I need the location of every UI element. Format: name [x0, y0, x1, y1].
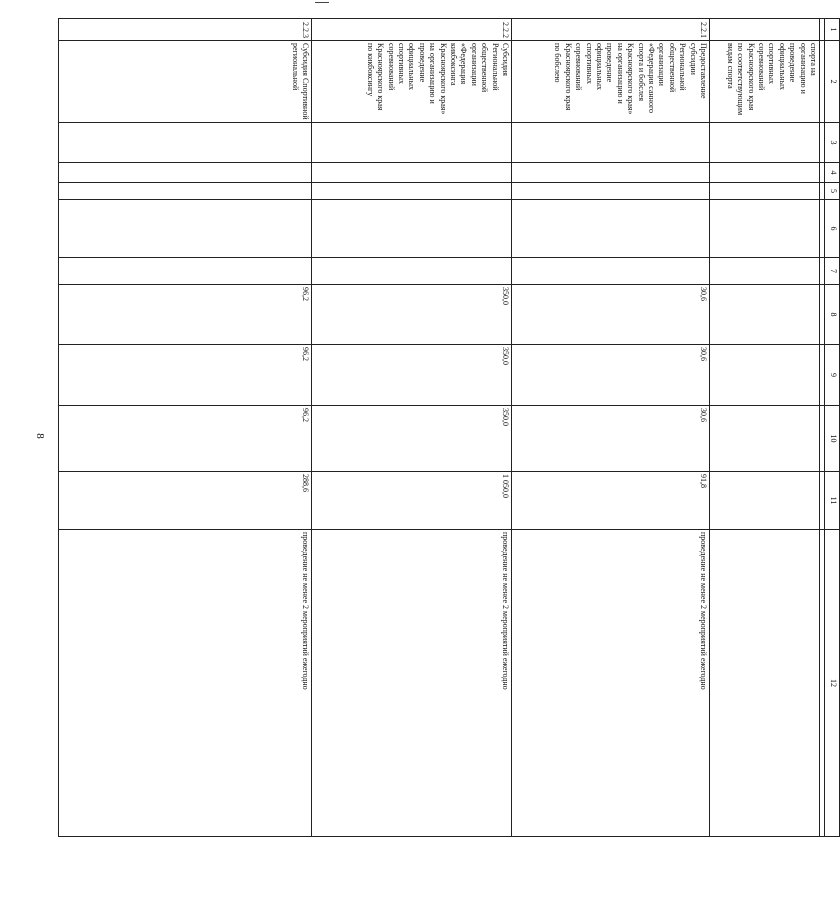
header-cell: 8: [825, 285, 840, 345]
table-cell: [59, 258, 312, 285]
table-cell: [512, 258, 710, 285]
table-cell: проведение не менее 2 мероприятий ежегодно: [312, 530, 512, 837]
table-cell: [710, 345, 820, 406]
table-cell: 30,6: [512, 345, 710, 406]
table-cell: 96,2: [59, 345, 312, 406]
header-cell: 12: [825, 530, 840, 837]
table-cell: 350,0: [312, 285, 512, 345]
table-cell: [512, 183, 710, 200]
table-cell: [710, 163, 820, 183]
table-cell: [312, 163, 512, 183]
row-number: 2.2.1: [512, 19, 710, 41]
table-cell: [512, 123, 710, 163]
row-number: 2.2.2: [312, 19, 512, 41]
table-cell: [312, 200, 512, 258]
table-cell: 96,2: [59, 285, 312, 345]
table-cell: [59, 123, 312, 163]
table-cell: [710, 200, 820, 258]
table-cell: [312, 258, 512, 285]
gap-row: [820, 19, 825, 837]
table-cell: 96,2: [59, 406, 312, 472]
table-cell: [59, 183, 312, 200]
table-cell: [512, 163, 710, 183]
table-cell: [312, 183, 512, 200]
table-cell: [312, 123, 512, 163]
table-cell: 350,0: [312, 345, 512, 406]
header-cell: 9: [825, 345, 840, 406]
row-name: спорта на организацию и проведение официальных спортивных соревнований Красноярского края по соответствующим видам спорта: [710, 41, 820, 123]
table-row: [512, 19, 710, 837]
row-name: Субсидия Спортивной региональной: [59, 41, 312, 123]
rotated-table-wrapper: [58, 18, 840, 836]
table-cell: 350,0: [312, 406, 512, 472]
header-cell: 5: [825, 183, 840, 200]
table-cell: 288,6: [59, 472, 312, 530]
header-cell: 11: [825, 472, 840, 530]
table-cell: [710, 472, 820, 530]
row-number: [710, 19, 820, 41]
header-cell: 4: [825, 163, 840, 183]
header-row: [825, 19, 840, 837]
table-cell: [710, 183, 820, 200]
table-cell: проведение не менее 2 мероприятий ежегодно: [59, 530, 312, 837]
header-cell: 6: [825, 200, 840, 258]
table-cell: 91,8: [512, 472, 710, 530]
table-row: [59, 19, 312, 837]
table-cell: 30,6: [512, 406, 710, 472]
header-cell: 2: [825, 41, 840, 123]
table-cell: [710, 285, 820, 345]
table-cell: 1 050,0: [312, 472, 512, 530]
page-number: 8: [34, 433, 46, 439]
header-mark: [315, 2, 329, 3]
header-cell: 3: [825, 123, 840, 163]
table-row: [710, 19, 820, 837]
row-number: 2.2.3: [59, 19, 312, 41]
header-cell: 7: [825, 258, 840, 285]
table-cell: [710, 530, 820, 837]
header-cell: 1: [825, 19, 840, 41]
table-cell: проведение не менее 2 мероприятий ежегодно: [512, 530, 710, 837]
table-cell: [710, 406, 820, 472]
table-cell: [512, 200, 710, 258]
row-name: Субсидия Региональной общественной организации «Федерация кикбоксинга Красноярского края» на организацию и проведение официальных спортивных соревнований Красноярского края по кикбоксингу: [312, 41, 512, 123]
table-cell: [59, 200, 312, 258]
table-cell: [710, 258, 820, 285]
header-cell: 10: [825, 406, 840, 472]
table-cell: 30,6: [512, 285, 710, 345]
table-cell: [710, 123, 820, 163]
table-row: [312, 19, 512, 837]
data-table: [58, 18, 840, 837]
table-cell: [59, 163, 312, 183]
row-name: Предоставление субсидии Региональной общественной организации «Федерация санного спорта и бобслея Красноярского края» на организацию и проведение официальных спортивных соревнований Красноярского края по бобслею: [512, 41, 710, 123]
